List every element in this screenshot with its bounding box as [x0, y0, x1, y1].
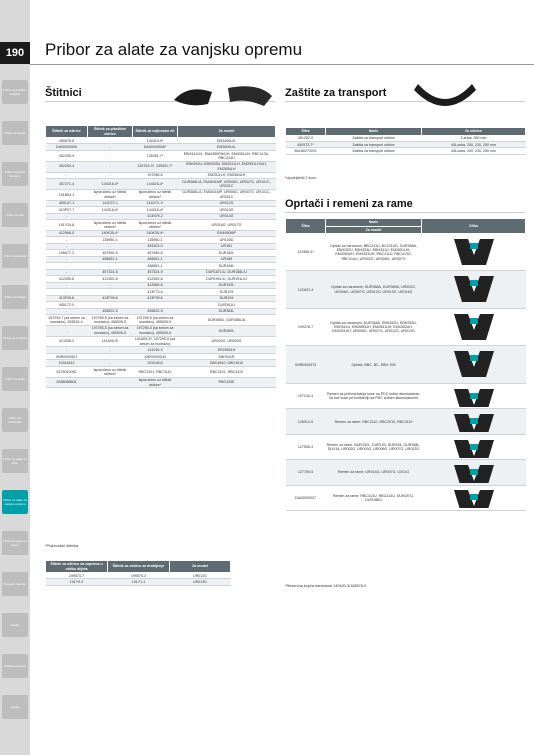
table-cell: DUR190L/U, DUR191L/U [178, 276, 276, 282]
table-cell: isporučeno uz štitnik oštrice* [133, 377, 178, 388]
table-cell: Remen za rame; DUR192L, DUR193, DUR194, DUR368L, DUX18, UR002G, UR003G, UR006G, UR007G, UR013G [326, 434, 422, 459]
table-cell: Oprtač; BBC, BC, EBH, EM [326, 346, 422, 383]
table-cell: - [46, 325, 88, 336]
table-cell: - [133, 302, 178, 308]
sidebar-tab[interactable]: Zaštitna oprema [2, 654, 28, 678]
col-header: Šifra [286, 128, 326, 136]
table-cell: - [46, 263, 88, 269]
col-header: Za oštrice [422, 128, 526, 136]
table-cell: 191Y1-1 [108, 579, 170, 585]
table-cell: isporučeno uz štitnik oštrice* [88, 189, 133, 200]
section-divider [285, 101, 525, 102]
table-cell: 456651-1 [133, 256, 178, 262]
table-cell: isporučeno uz štitnik oštrice* [133, 220, 178, 231]
table-cell: - [88, 282, 133, 288]
table-cell: DUR361U [178, 302, 276, 308]
table-cell: UR016G, UR017G [178, 220, 276, 231]
col-header: Naziv [326, 128, 422, 136]
table-cell: 6278010092 [46, 366, 88, 377]
page-number: 190 [0, 42, 30, 64]
table-cell: 10341812 [46, 360, 88, 366]
col-header: Štitnik za oštricu sa zupcima u obliku dlijeta [46, 561, 108, 573]
table-cell: EBH341U/L, EM4350RH/UH, EM4351UH, RBC413U, RBC414U [178, 150, 276, 161]
table-cell: - [88, 144, 133, 150]
table-row [286, 485, 526, 510]
table-cell: UR013G [170, 579, 231, 585]
table-cell: XNR0000474 [286, 346, 326, 383]
table-cell: - [88, 347, 133, 353]
table-cell: 4/8-zuba, 200, 230, 250 mm [422, 141, 526, 147]
table-cell: - [88, 243, 133, 249]
table-cell: 144316-4* [133, 207, 178, 213]
table-cell: Zaštita za transport oštrice [326, 141, 422, 147]
table-cell: 122966-3* [286, 234, 326, 271]
table-cell: 455172-0 [46, 302, 88, 308]
harness-image [422, 383, 526, 408]
guard-image [168, 78, 278, 112]
table-cell: EM2511LH, EM2654LH [178, 172, 276, 178]
table-cell: 197295-5 (sa setom za montažu), 455926-5 [88, 325, 133, 336]
table-row [286, 148, 526, 154]
table-cell: 135950-1 [133, 237, 178, 243]
table-cell: isporučeno uz štitnik oštrice* [88, 366, 133, 377]
table-cell: - [88, 138, 133, 144]
table-cell: 126012-6 [286, 409, 326, 434]
sidebar-tab[interactable]: Pribor za alate za drvo [2, 449, 28, 473]
table-cell: EM4950MP [178, 230, 276, 236]
table-cell: B4180270GG [286, 148, 326, 154]
table-cell: 127508-3 [286, 434, 326, 459]
table-cell: 127759-5 [286, 460, 326, 485]
table-cell: - [88, 377, 133, 388]
table-cell: 452260-4 [46, 161, 88, 172]
table-row [286, 308, 526, 345]
table-row [46, 336, 276, 347]
table-cell: 412390-6 [46, 276, 88, 282]
table-cell: XNR0000343 [133, 353, 178, 359]
table-cell: isporučeno uz štitnik oštrice* [88, 220, 133, 231]
table-cell: DUR193 [178, 289, 276, 295]
table-cell: UR181 [178, 243, 276, 249]
table-cell: DUR368L/A, EM4041MP, UR006G, UR007G, UR101C, UR201C [178, 189, 276, 200]
table-row [46, 150, 276, 161]
sidebar-tab[interactable]: Pribor za blanje [2, 285, 28, 309]
table-cell: 135391-7* [133, 150, 178, 161]
table-cell: 144316-4* [88, 179, 133, 190]
table-cell: UR013G [178, 207, 276, 213]
table-cell: Zaštita za transport oštrice [326, 135, 422, 141]
table-cell: 140K35-4* [133, 230, 178, 236]
table-cell: Remen za pričvršćivanje kose na PDC ledne akumulatore; Za sve kose pri korištenju sa PDC leđnim akumulatorom [326, 383, 422, 408]
section-oprtaci-title: Oprtači i remeni za rame [285, 198, 413, 210]
col-header: Za model [170, 561, 231, 573]
table-row [46, 366, 276, 377]
table-cell: 457324-9 [133, 269, 178, 275]
table-row [46, 179, 276, 190]
sidebar-tab[interactable]: Ostalo [2, 613, 28, 637]
table-cell: 197295-5 (sa setom za montažu), 455926-5 [133, 315, 178, 326]
table-cell: DUR194 [178, 295, 276, 301]
section-stitnici-title: Štitnici [45, 87, 82, 99]
table-cell: 413F73-4 [133, 289, 178, 295]
col-header: Slika [422, 219, 526, 234]
table-cell: DA00000525 [46, 144, 88, 150]
table-cell: UR189 [178, 256, 276, 262]
table-cell: 413P07-7 [46, 207, 88, 213]
sidebar-tab[interactable]: Pribor za alate za vanjsku opremu [2, 490, 28, 514]
col-header: Naziv [326, 219, 422, 227]
table-cell: DBC4510, DBC4510 [178, 360, 276, 366]
table-cell: 197295-5 (sa setom za montažu), 455926-5 [133, 325, 178, 336]
table-cell: - [46, 213, 88, 219]
table-cell: - [46, 256, 88, 262]
sidebar-tab[interactable]: Pribor za alate za beton [2, 531, 28, 555]
harness-image [422, 346, 526, 383]
table-cell: 141D72-1* [133, 200, 178, 206]
table-cell: DUR192L [178, 282, 276, 288]
page-title: Pribor za alate za vanjsku opremu [45, 40, 303, 59]
table-cell: 451252-0 [286, 135, 326, 141]
table-cell: Remen za rame; RBC2110, RBC2510, RBC3110 [326, 409, 422, 434]
transport-note: *Upotrijebiti 2 kom [285, 176, 316, 180]
col-header: Štitnik za plastične oštrice [88, 126, 133, 138]
table-cell: 141A09-5*, 197295-5 (sa setom za montažu) [133, 336, 178, 347]
table-cell: 413F99-6 [133, 295, 178, 301]
table-cell: - [88, 150, 133, 161]
table-row [46, 161, 276, 172]
col-header: Štitnik za oštrice [46, 126, 88, 138]
table-cell: UR014G [178, 213, 276, 219]
sidebar-tab[interactable]: Pribor za bušilice i odvijače [2, 80, 28, 104]
sidebar-tab[interactable]: Pribor za kutne brusilice [2, 162, 28, 186]
sidebar-tab[interactable]: Pribor za usisavače [2, 408, 28, 432]
table-cell: Remen za rame; RBC413U, RBC414U, DUR187U, DUR188U [326, 485, 422, 510]
table-cell: - [46, 269, 88, 275]
table-cell: DA00000526* [133, 144, 178, 150]
table-cell: 450573-7* [286, 141, 326, 147]
table-cell: - [88, 360, 133, 366]
oprtaci-note: *Rezervna kopča naramena 140400-3/165578-0 [285, 584, 367, 588]
table-cell: 413F99-6 [46, 295, 88, 301]
table-row [286, 346, 526, 383]
table-cell: - [88, 302, 133, 308]
col-subheader: Za model [326, 226, 422, 234]
table-cell: - [88, 161, 133, 172]
harness-image [422, 234, 526, 271]
table-cell: UR100D [178, 237, 276, 243]
table-cell: 199378-7 [286, 308, 326, 345]
table-row [46, 315, 276, 326]
table-cell: 412392-8 [133, 276, 178, 282]
table-cell: 135753-3*, 135391-7* [133, 161, 178, 172]
table-cell: 191B54-1 [46, 189, 88, 200]
table-cell: XNR0000501 [46, 353, 88, 359]
table-cell: 197098-6 [133, 172, 178, 178]
table-cell: Remen za rame; UR014G, UR007G, UX01G [326, 460, 422, 485]
sidebar-tab[interactable]: Pribor za pile [2, 203, 28, 227]
table-cell: RBC420E [178, 377, 276, 388]
table-cell: 191Y9-3 [46, 579, 108, 585]
table-row [286, 434, 526, 459]
table-cell: 450878-8 [46, 138, 88, 144]
table-cell: 141016-9 [133, 347, 178, 353]
table-cell: 456651-1 [133, 263, 178, 269]
table-cell: - [46, 243, 88, 249]
table-cell: 199873-7 [46, 573, 108, 579]
table-cell: 412569-8 [133, 282, 178, 288]
table-row [46, 325, 276, 336]
harness-image [422, 460, 526, 485]
table-cell: DUR368L/A, EM4041MP, UR006G, UR007G, UR101C, UR201C [178, 179, 276, 190]
col-header: Štitnik za oštricu za drobljenje [108, 561, 170, 573]
table-cell: - [88, 263, 133, 269]
table-cell: DUR184L [178, 263, 276, 269]
table-cell: 10341812 [133, 360, 178, 366]
section-transport-title: Zaštite za transport [285, 87, 387, 99]
stitnici-note: *Proizvođač štitnika [45, 544, 79, 548]
table-cell: - [46, 289, 88, 295]
table-row [286, 409, 526, 434]
table-cell: ER2550LH [178, 347, 276, 353]
transport-table [285, 127, 526, 155]
table-cell: 413N75-2 [133, 213, 178, 219]
table-cell: 457989-8 [133, 250, 178, 256]
sidebar-tab[interactable]: Pribor za glodala [2, 244, 28, 268]
oprtaci-table [285, 218, 526, 511]
col-header: Štitnik za najlonsku nit [133, 126, 178, 138]
table-cell: DUR187L/U, DUR188L/U [178, 269, 276, 275]
table-cell: DUR182L [178, 250, 276, 256]
harness-image [422, 271, 526, 308]
table-cell: - [46, 347, 88, 353]
table-cell: 412966-0 [46, 230, 88, 236]
table-cell: - [46, 237, 88, 243]
table-cell: RBC3101, RBC3110 [133, 366, 178, 377]
harness-image [422, 409, 526, 434]
sidebar-tab[interactable]: Punjači i baterije [2, 572, 28, 596]
table-cell: DA00000037 [286, 485, 326, 510]
table-row [46, 220, 276, 231]
table-cell: 122A37-4 [286, 271, 326, 308]
table-row [286, 383, 526, 408]
table-cell: EM3400U/L [178, 138, 276, 144]
table-cell: - [46, 172, 88, 178]
table-cell: 6358088804 [46, 377, 88, 388]
table-cell: DUR365U, DUR368L/A [178, 315, 276, 326]
table-cell: 3-zuba, 350 mm [422, 135, 526, 141]
harness-image [422, 308, 526, 345]
table-cell: 144316-4* [133, 179, 178, 190]
table-cell: isporučeno uz štitnik oštrice* [133, 189, 178, 200]
stitnici-table [45, 125, 276, 388]
table-cell: 199875-3 [108, 573, 170, 579]
harness-image [422, 485, 526, 510]
table-row [46, 377, 276, 388]
transport-guard-image [410, 78, 480, 118]
table-row [286, 460, 526, 485]
sidebar-tab[interactable]: Pribor za čekiće [2, 121, 28, 145]
sidebar-tab[interactable]: Pribor za škare [2, 367, 28, 391]
table-cell: DUR364L [178, 308, 276, 314]
section-divider [285, 212, 525, 213]
harness-image [422, 434, 526, 459]
table-cell: 141A09-5* [88, 336, 133, 347]
table-row [286, 234, 526, 271]
table-cell: EBH341R [178, 353, 276, 359]
table-cell: 135950-1 [88, 237, 133, 243]
col-header: Šifra [286, 219, 326, 234]
table-cell: 413336-2 [46, 336, 88, 347]
table-cell: 456651-1 [88, 256, 133, 262]
table-row [46, 189, 276, 200]
table-cell: 457990-6 [88, 250, 133, 256]
table-cell: 453303-0 [133, 243, 178, 249]
sidebar-tab[interactable]: Pribor za brusilice [2, 326, 28, 350]
table-cell: 140K35-4* [88, 230, 133, 236]
stitnici2-table [45, 560, 231, 586]
table-cell: 413F99-6 [88, 295, 133, 301]
table-cell: 144316-4* [88, 207, 133, 213]
table-row [46, 579, 231, 585]
table-cell: 459147-1 [46, 200, 88, 206]
table-cell: 457324-8 [88, 269, 133, 275]
table-cell: 196577-2 [46, 250, 88, 256]
table-cell: - [88, 353, 133, 359]
sidebar-tab[interactable]: Ostalo [2, 695, 28, 719]
table-cell: 457271-4 [46, 179, 88, 190]
table-cell: Zaštita za transport oštrice [326, 148, 422, 154]
table-cell: EM2600U/L [178, 144, 276, 150]
table-cell: UR012G [178, 200, 276, 206]
table-cell: 197294-7 (sa setom za montažu), 453815-4 [46, 315, 88, 326]
table-cell: Oprtač za naramom; DUR368A, EBH252U, EBH253U, EBH341U, EM2650UH, EM2651UH, EM4350UH, EM4351UH, UR006G, UR007G, UR012G, UR013G [326, 308, 422, 345]
table-cell: 455622-5 [133, 308, 178, 314]
table-cell: 455622-5 [88, 308, 133, 314]
table-cell: 197295-5 (sa setom za montažu), 455926-5 [88, 315, 133, 326]
table-cell: 191Y24-8 [46, 220, 88, 231]
table-cell: 141D72-1 [88, 200, 133, 206]
table-cell: 197243-4 [286, 383, 326, 408]
table-cell: - [46, 282, 88, 288]
table-cell: Oprtač za naramom; BBC231U, BC231UD, DUR368A, EBH252U, EBH253U, EBH341U, EM2651UH, EM4350UH, EM4351UH, RBC411U, RBC413U, RBC414U, UR002G, UR006G, UR007G [326, 234, 422, 271]
table-cell: 412392-8 [88, 276, 133, 282]
table-cell: UR012G [170, 573, 231, 579]
table-row [286, 271, 526, 308]
table-cell: - [46, 308, 88, 314]
table-cell: 452259-9 [46, 150, 88, 161]
table-cell: 4/8-zuba, 200, 230, 250 mm [422, 148, 526, 154]
col-header: Za model [178, 126, 276, 138]
table-cell: - [88, 213, 133, 219]
table-cell: - [88, 172, 133, 178]
table-cell: EBH252U, EBH253U, EM2511LH, EM2551LH/UH, EM2654LH [178, 161, 276, 172]
table-cell: - [88, 289, 133, 295]
table-cell: 140424-9* [133, 138, 178, 144]
title-divider [30, 64, 534, 65]
table-cell: RBC3101, RBC3110 [178, 366, 276, 377]
table-cell: Oprtač za naramom; DUR368A, DUR369A, UR002G, UR006G, UR007G, UR012G, UR013G, UR016G [326, 271, 422, 308]
table-cell: DUR369L [178, 325, 276, 336]
table-cell: UR002G, UR003G [178, 336, 276, 347]
